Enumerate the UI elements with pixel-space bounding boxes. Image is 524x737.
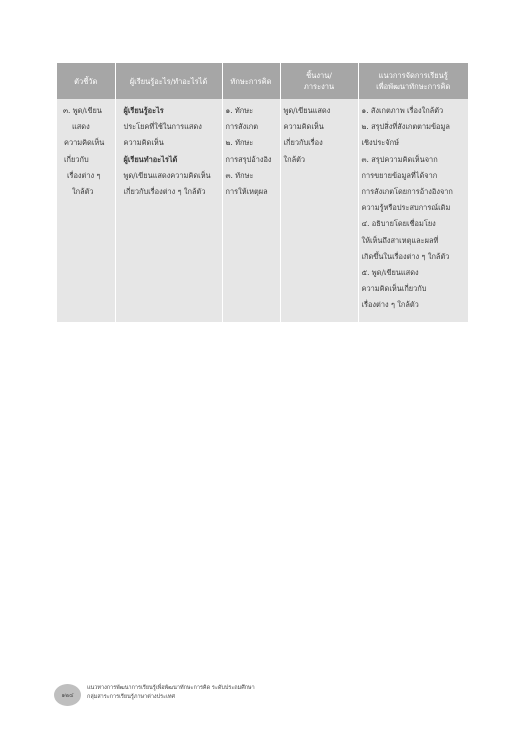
skill-line: การให้เหตุผล bbox=[225, 187, 268, 197]
header-approach-line2: เพื่อพัฒนาทักษะการคิด bbox=[376, 82, 451, 91]
approach-line: เกิดขึ้นในเรื่องต่าง ๆ ใกล้ตัว bbox=[361, 251, 450, 261]
header-indicator bbox=[57, 63, 115, 99]
skill-line: การสังเกต bbox=[225, 122, 259, 132]
approach-line: การขยายข้อมูลที่ได้จาก bbox=[361, 170, 438, 180]
table-header-row bbox=[57, 63, 468, 99]
work-line: ใกล้ตัว bbox=[283, 154, 306, 164]
approach-line: ความรู้หรือประสบการณ์เดิม bbox=[361, 203, 451, 213]
header-work-line1: ชิ้นงาน/ bbox=[306, 71, 332, 80]
indicator-line: แสดง bbox=[72, 122, 90, 132]
page-footer bbox=[54, 683, 354, 713]
header-work bbox=[280, 63, 358, 99]
footer-line-1: แนวทางการพัฒนาการเรียนรู้เพื่อพัฒนาทักษะการคิด ระดับประถมศึกษา bbox=[87, 685, 255, 691]
indicator-line: ความคิดเห็น bbox=[64, 138, 105, 148]
indicator-line: ๓. พูด/เขียน bbox=[63, 106, 102, 115]
header-work-line2: ภาระงาน bbox=[303, 82, 335, 91]
work-line: พูด/เขียนแสดง bbox=[283, 106, 331, 115]
skill-line: การสรุปอ้างอิง bbox=[225, 154, 272, 164]
approach-line: ๓. สรุปความคิดเห็นจาก bbox=[361, 154, 438, 164]
footer-caption bbox=[87, 684, 255, 702]
header-thinking-skills-text: ทักษะการคิด bbox=[230, 76, 272, 86]
skill-line: ๑. ทักษะ bbox=[225, 106, 254, 115]
approach-line: ๕. พูด/เขียนแสดง bbox=[361, 268, 419, 278]
approach-line: ๔. อธิบายโดยเชื่อมโยง bbox=[361, 219, 436, 229]
header-indicator-text: ตัวชี้วัด bbox=[74, 76, 98, 86]
cell-learning bbox=[115, 99, 222, 322]
header-thinking-skills bbox=[222, 63, 280, 99]
skill-line: ๒. ทักษะ bbox=[225, 138, 254, 148]
work-line: เกี่ยวกับเรื่อง bbox=[283, 138, 323, 148]
page-number: ๑๒๔ bbox=[61, 692, 74, 699]
cell-thinking-skills bbox=[222, 99, 280, 322]
indicator-line: ใกล้ตัว bbox=[72, 187, 94, 197]
header-learning bbox=[115, 63, 222, 99]
indicator-line: เรื่องต่าง ๆ bbox=[67, 170, 101, 180]
header-approach bbox=[358, 63, 468, 99]
cell-work bbox=[280, 99, 358, 322]
approach-line: ให้เห็นถึงสาเหตุและผลที่ bbox=[361, 235, 439, 245]
approach-line: ๒. สรุปสิ่งที่สังเกตตามข้อมูล bbox=[361, 122, 450, 132]
learn-heading-what: ผู้เรียนรู้อะไร bbox=[123, 106, 164, 115]
header-approach-line1: แนวการจัดการเรียนรู้ bbox=[378, 71, 448, 80]
approach-line: ๑. สังเกตภาพ เรื่องใกล้ตัว bbox=[361, 106, 444, 115]
approach-line: เชิงประจักษ์ bbox=[361, 138, 399, 148]
learn-line: เกี่ยวกับเรื่องต่าง ๆ ใกล้ตัว bbox=[123, 187, 206, 197]
work-line: ความคิดเห็น bbox=[283, 122, 324, 132]
header-learning-text: ผู้เรียนรู้อะไร/ทำอะไรได้ bbox=[129, 76, 208, 86]
curriculum-table-container bbox=[57, 63, 468, 322]
indicator-line: เกี่ยวกับ bbox=[64, 154, 89, 164]
skill-line: ๓. ทักษะ bbox=[225, 170, 254, 180]
learn-line: ประโยคที่ใช้ในการแสดง bbox=[123, 122, 202, 132]
approach-line: ความคิดเห็นเกี่ยวกับ bbox=[361, 284, 427, 294]
learn-line: พูด/เขียนแสดงความคิดเห็น bbox=[123, 170, 211, 180]
learn-line: ความคิดเห็น bbox=[123, 138, 164, 148]
cell-approach bbox=[358, 99, 468, 322]
curriculum-table bbox=[57, 63, 468, 322]
cell-indicator bbox=[57, 99, 115, 322]
learn-heading-do: ผู้เรียนทำอะไรได้ bbox=[123, 154, 178, 164]
table-row bbox=[57, 99, 468, 322]
approach-line: การสังเกตโดยการอ้างอิงจาก bbox=[361, 187, 453, 197]
page-number-badge bbox=[54, 684, 81, 706]
footer-line-2: กลุ่มสาระการเรียนรู้ภาษาต่างประเทศ bbox=[87, 694, 175, 700]
approach-line: เรื่องต่าง ๆ ใกล้ตัว bbox=[361, 300, 419, 310]
